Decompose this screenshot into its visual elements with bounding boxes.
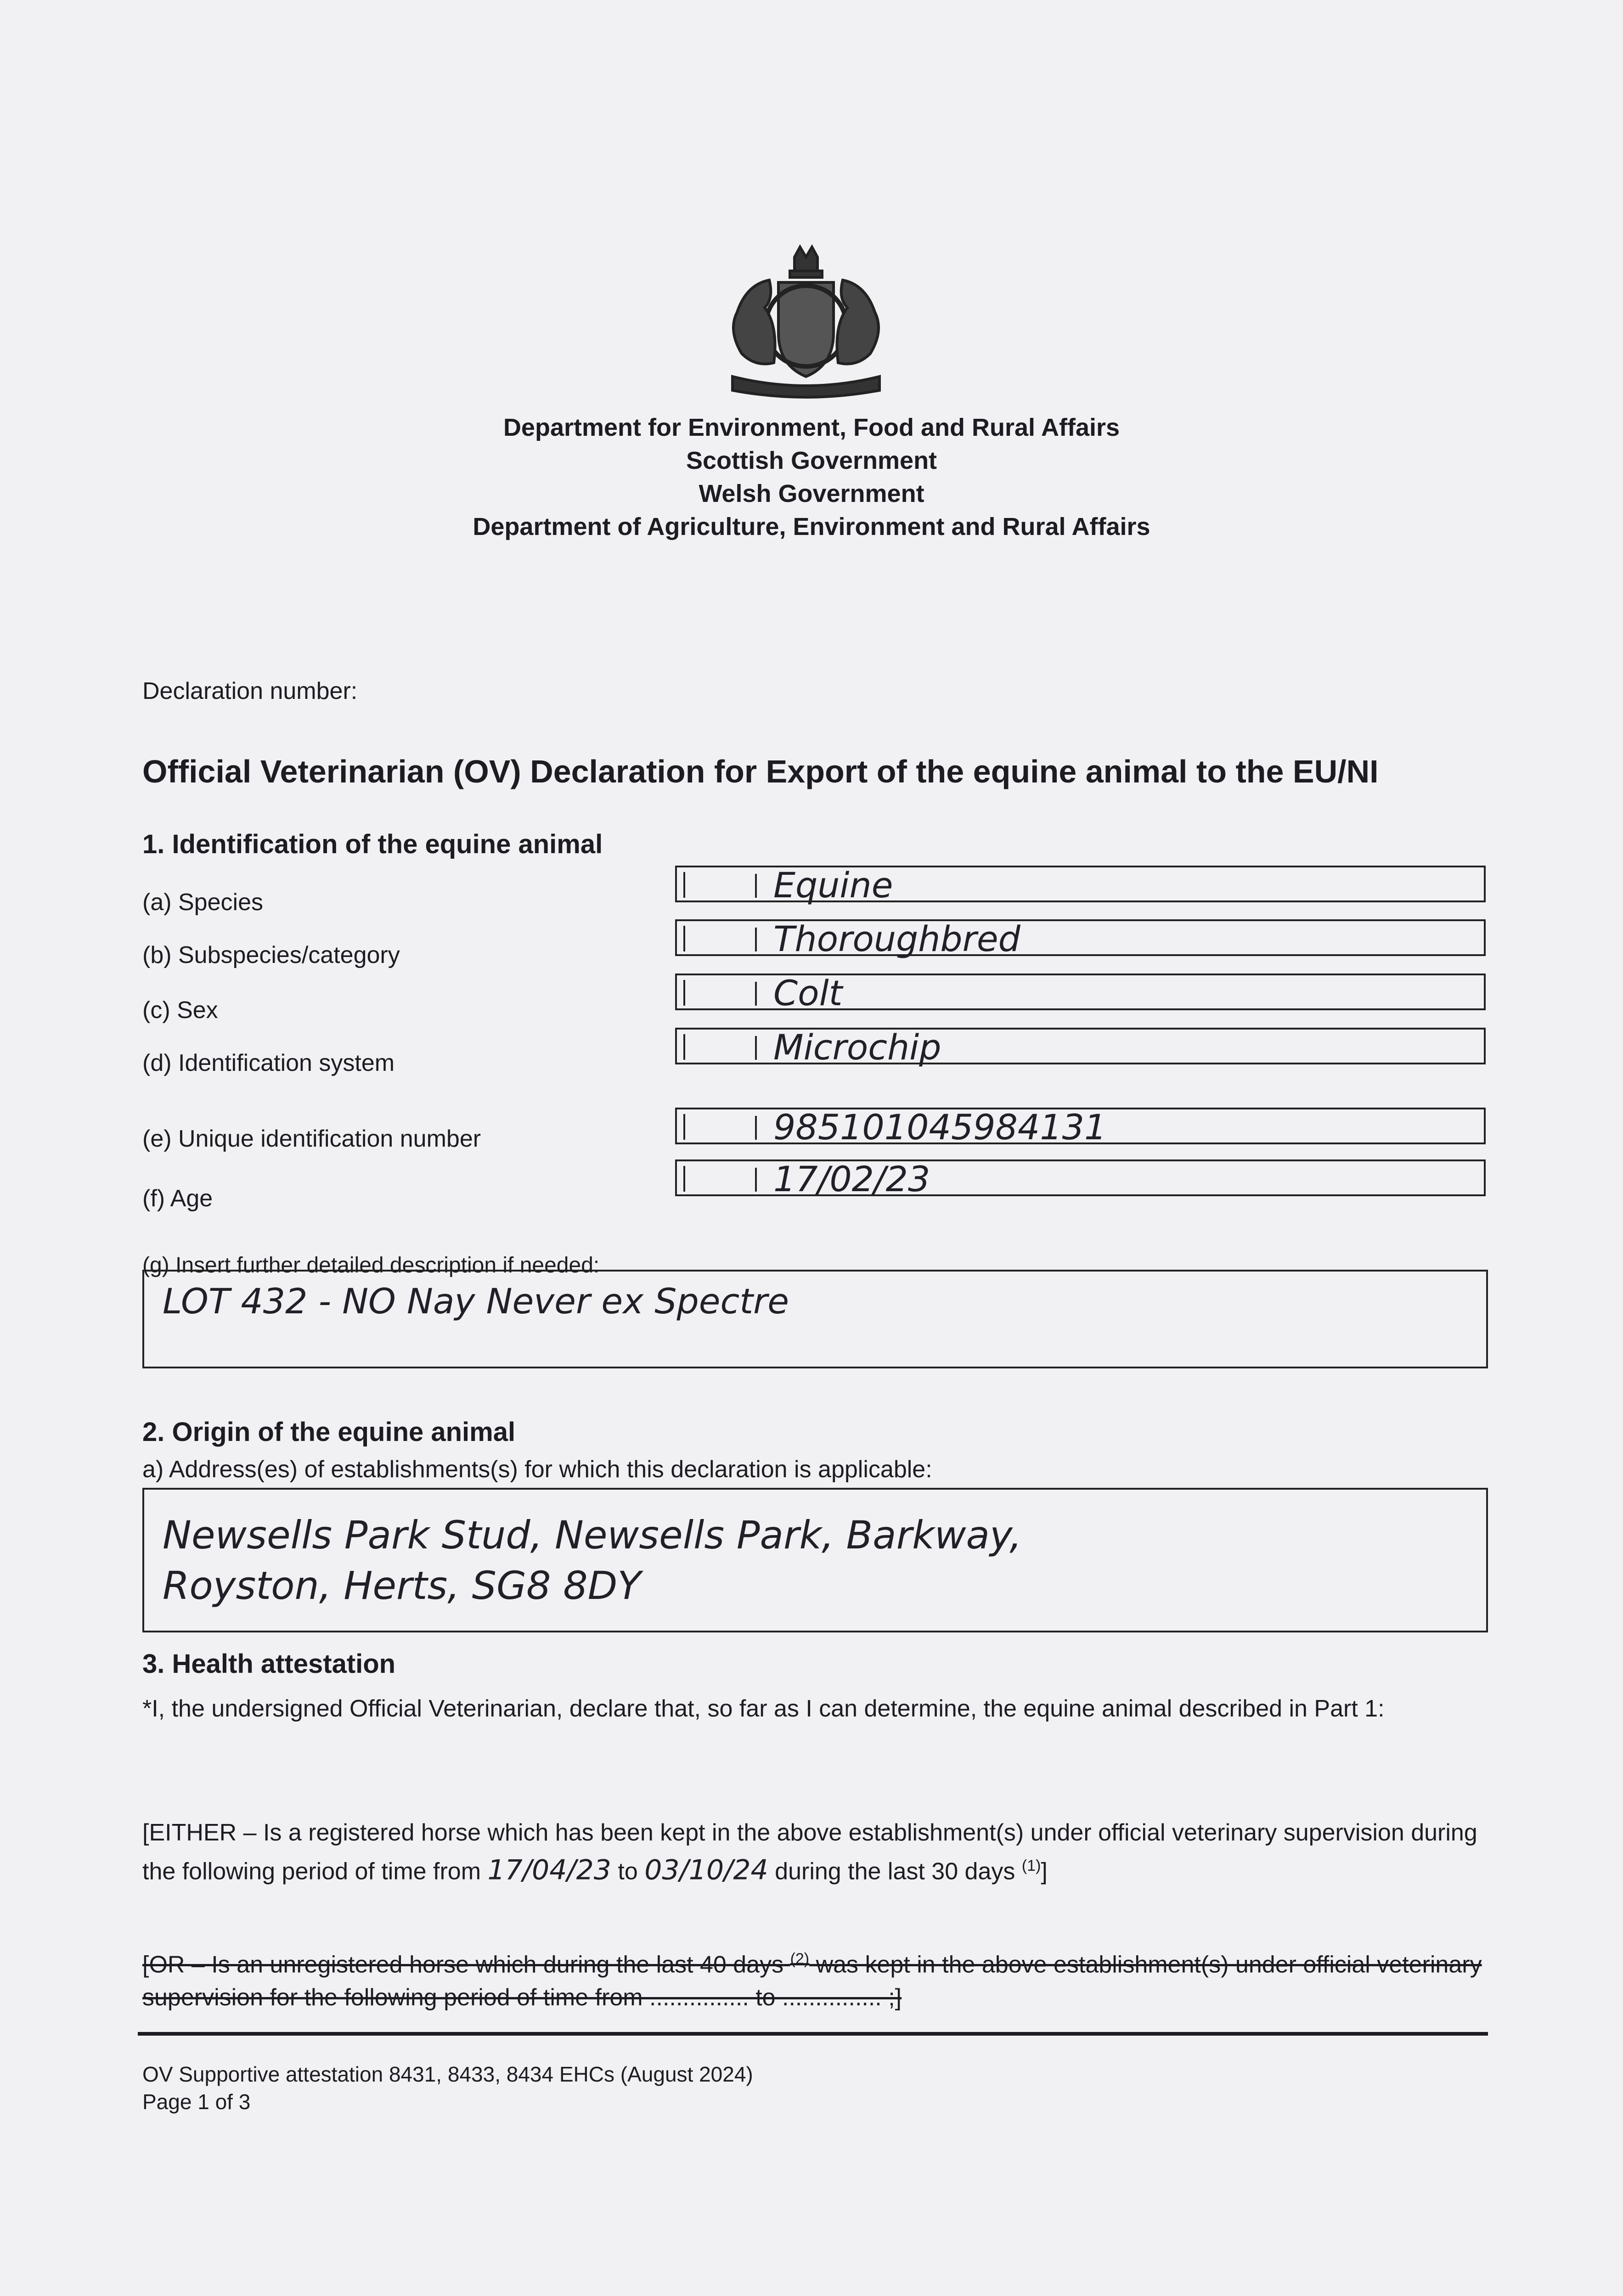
- department-line-welsh: Welsh Government: [699, 480, 924, 507]
- age-value: 17/02/23: [773, 1159, 930, 1199]
- declaration-number-label: Declaration number:: [142, 678, 358, 704]
- section2-heading: 2. Origin of the equine animal: [142, 1417, 516, 1447]
- either-text-1: [EITHER – Is a registered horse which has been kept in the above establishment(s) under official veterinary supervision during the following period of time from: [142, 1819, 1477, 1885]
- footer-page-number: Page 1 of 3: [142, 2090, 251, 2114]
- sex-value: Colt: [773, 973, 843, 1013]
- section1-heading: 1. Identification of the equine animal: [142, 829, 603, 859]
- to-date-value[interactable]: 03/10/24: [644, 1854, 768, 1886]
- health-intro-text: *I, the undersigned Official Veterinarian, declare that, so far as I can determine, the equine animal described in Part 1:: [142, 1695, 1385, 1722]
- either-text-2: during the last 30 days: [775, 1858, 1015, 1885]
- identification-system-label: (d) Identification system: [142, 1050, 395, 1076]
- address-line-1: Newsells Park Stud, Newsells Park, Barkway,: [163, 1513, 1022, 1558]
- species-value: Equine: [773, 865, 893, 906]
- from-date-value[interactable]: 17/04/23: [487, 1854, 611, 1886]
- further-description-value: LOT 432 - NO Nay Never ex Spectre: [163, 1281, 789, 1322]
- or-statement-struck: [142, 1942, 1488, 2014]
- department-line-defra: Department for Environment, Food and Rural Affairs: [503, 414, 1120, 441]
- further-description-label: (g) Insert further detailed description if needed:: [142, 1253, 600, 1277]
- or-footnote-ref: (2): [790, 1950, 810, 1968]
- footer-divider: [138, 2032, 1488, 2036]
- to-word: to: [618, 1858, 638, 1885]
- subspecies-value: Thoroughbred: [773, 918, 1020, 959]
- unique-id-value: 985101045984131: [773, 1107, 1107, 1148]
- or-text-1: [OR – Is an unregistered horse which during the last 40 days: [142, 1951, 784, 1978]
- department-line-scottish: Scottish Government: [686, 447, 937, 474]
- either-footnote-ref: (1): [1021, 1857, 1041, 1874]
- identification-system-value: Microchip: [773, 1027, 941, 1068]
- section3-heading: 3. Health attestation: [142, 1649, 396, 1679]
- department-line-daera: Department of Agriculture, Environment and Rural Affairs: [473, 513, 1150, 540]
- sex-label: (c) Sex: [142, 997, 218, 1024]
- species-field[interactable]: [675, 865, 1486, 906]
- subspecies-label: (b) Subspecies/category: [142, 942, 400, 968]
- species-label: (a) Species: [142, 889, 263, 916]
- sex-field[interactable]: [675, 973, 1486, 1013]
- identification-system-field[interactable]: [675, 1027, 1486, 1068]
- address-field[interactable]: [142, 1488, 1488, 1632]
- age-field[interactable]: [675, 1159, 1486, 1199]
- address-line-2: Royston, Herts, SG8 8DY: [163, 1563, 641, 1608]
- or-text-2: was kept in the above establishment(s) under official veterinary supervision for the following period of time from ............... to ............... ;]: [142, 1951, 1482, 2011]
- footer-attestation-ref: OV Supportive attestation 8431, 8433, 8434 EHCs (August 2024): [142, 2062, 753, 2086]
- unique-id-field[interactable]: [675, 1107, 1486, 1148]
- address-label: a) Address(es) of establishments(s) for which this declaration is applicable:: [142, 1456, 932, 1483]
- unique-id-label: (e) Unique identification number: [142, 1125, 481, 1152]
- either-end: ]: [1041, 1858, 1048, 1885]
- either-statement: [142, 1816, 1488, 1888]
- subspecies-field[interactable]: [675, 918, 1486, 959]
- age-label: (f) Age: [142, 1185, 213, 1212]
- further-description-field[interactable]: [142, 1270, 1488, 1368]
- document-title: Official Veterinarian (OV) Declaration for Export of the equine animal to the EU/NI: [142, 754, 1379, 789]
- royal-crest-logo: [710, 239, 902, 404]
